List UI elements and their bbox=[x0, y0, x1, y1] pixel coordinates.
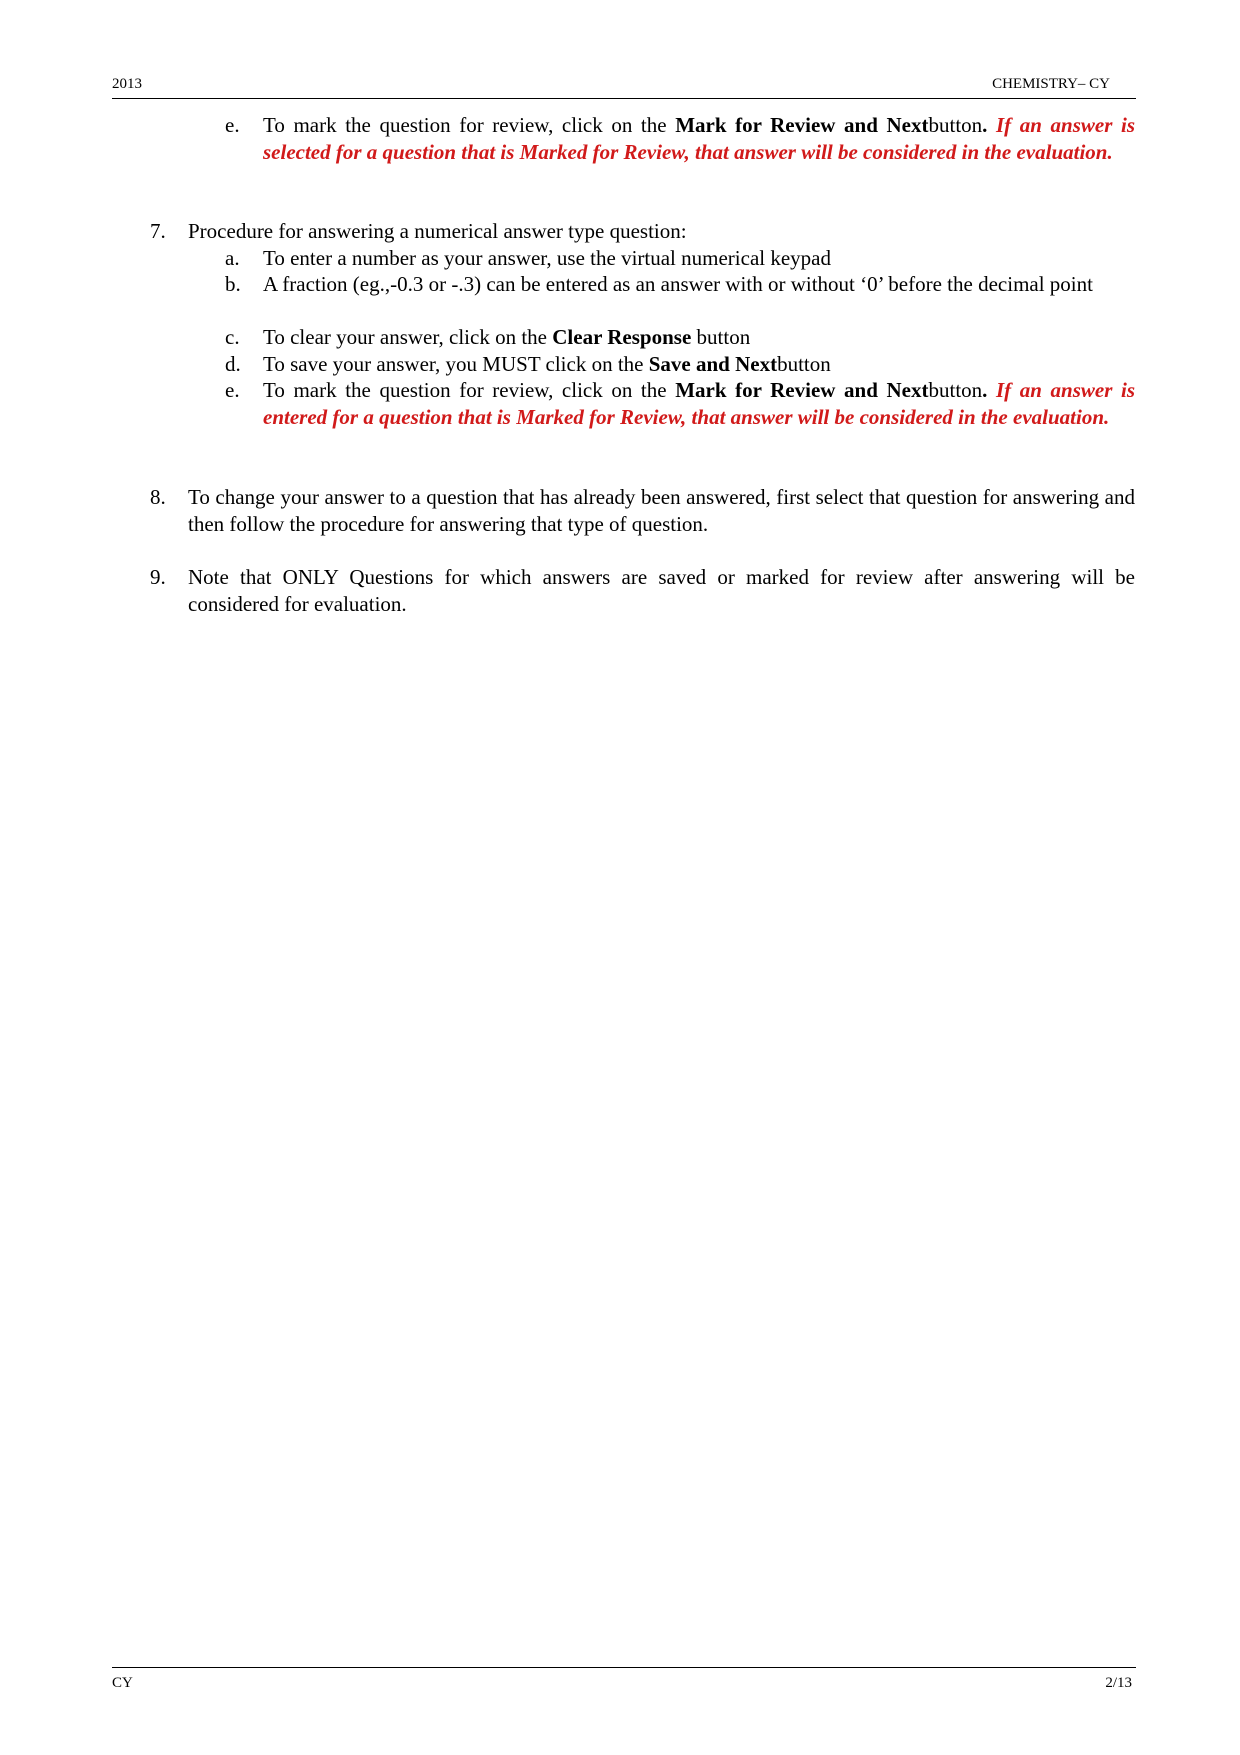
header-year: 2013 bbox=[112, 76, 142, 92]
item-6e-bold-button-name: Mark for Review and Next bbox=[675, 113, 929, 137]
page-footer bbox=[112, 1667, 1136, 1691]
item-7c-bold-button-name: Clear Response bbox=[552, 325, 692, 349]
item-7d-text-before: To save your answer, you MUST click on the bbox=[263, 352, 649, 376]
item-7e-period: . bbox=[982, 378, 988, 402]
item-7d-bold-button-name: Save and Next bbox=[648, 352, 778, 376]
page-header bbox=[112, 72, 1136, 99]
item-6e-red-note: If an answer is selected for a question that is Marked for Review, that answer will be considered in the evaluation. bbox=[263, 113, 1135, 164]
item-7c-text bbox=[263, 324, 1135, 351]
item-7e-text-before: To mark the question for review, click on the bbox=[263, 378, 676, 402]
item-6e-marker: e. bbox=[225, 113, 240, 137]
item-6e-period: . bbox=[982, 113, 988, 137]
item-7a-text: To enter a number as your answer, use the virtual numerical keypad bbox=[263, 246, 831, 270]
item-7e-red-note: If an answer is entered for a question that is Marked for Review, that answer will be considered in the evaluation. bbox=[263, 378, 1135, 429]
item-8-text: To change your answer to a question that has already been answered, first select that question for answering and then follow the procedure for answering that type of question. bbox=[188, 485, 1135, 536]
item-7d-text bbox=[263, 351, 1135, 378]
header-subject: CHEMISTRY– CY bbox=[992, 76, 1110, 92]
item-7b-text: A fraction (eg.,-0.3 or -.3) can be entered as an answer with or without ‘0’ before the decimal point bbox=[263, 272, 1093, 296]
footer-page-number: 2/13 bbox=[1105, 1675, 1132, 1691]
item-9-text: Note that ONLY Questions for which answers are saved or marked for review after answering will be considered for evaluation. bbox=[188, 565, 1135, 616]
item-7e-text bbox=[263, 377, 1135, 430]
item-7e-text-after: button bbox=[928, 378, 983, 402]
item-6e-text-after: button bbox=[928, 113, 983, 137]
item-6e-text bbox=[263, 112, 1135, 165]
item-7-heading: Procedure for answering a numerical answer type question: bbox=[188, 219, 687, 243]
footer-code: CY bbox=[112, 1675, 133, 1691]
item-7b-marker: b. bbox=[225, 272, 241, 296]
item-7a-marker: a. bbox=[225, 246, 240, 270]
item-7d-text-after: button bbox=[777, 352, 831, 376]
item-7e-bold-button-name: Mark for Review and Next bbox=[675, 378, 929, 402]
item-7e-marker: e. bbox=[225, 378, 240, 402]
item-9-marker: 9. bbox=[150, 565, 166, 589]
item-7c-marker: c. bbox=[225, 325, 240, 349]
item-6e-text-before: To mark the question for review, click on the bbox=[263, 113, 676, 137]
item-7c-text-before: To clear your answer, click on the bbox=[263, 325, 553, 349]
item-8-marker: 8. bbox=[150, 485, 166, 509]
item-7d-marker: d. bbox=[225, 352, 241, 376]
item-7-marker: 7. bbox=[150, 219, 166, 243]
item-7c-text-after: button bbox=[691, 325, 751, 349]
